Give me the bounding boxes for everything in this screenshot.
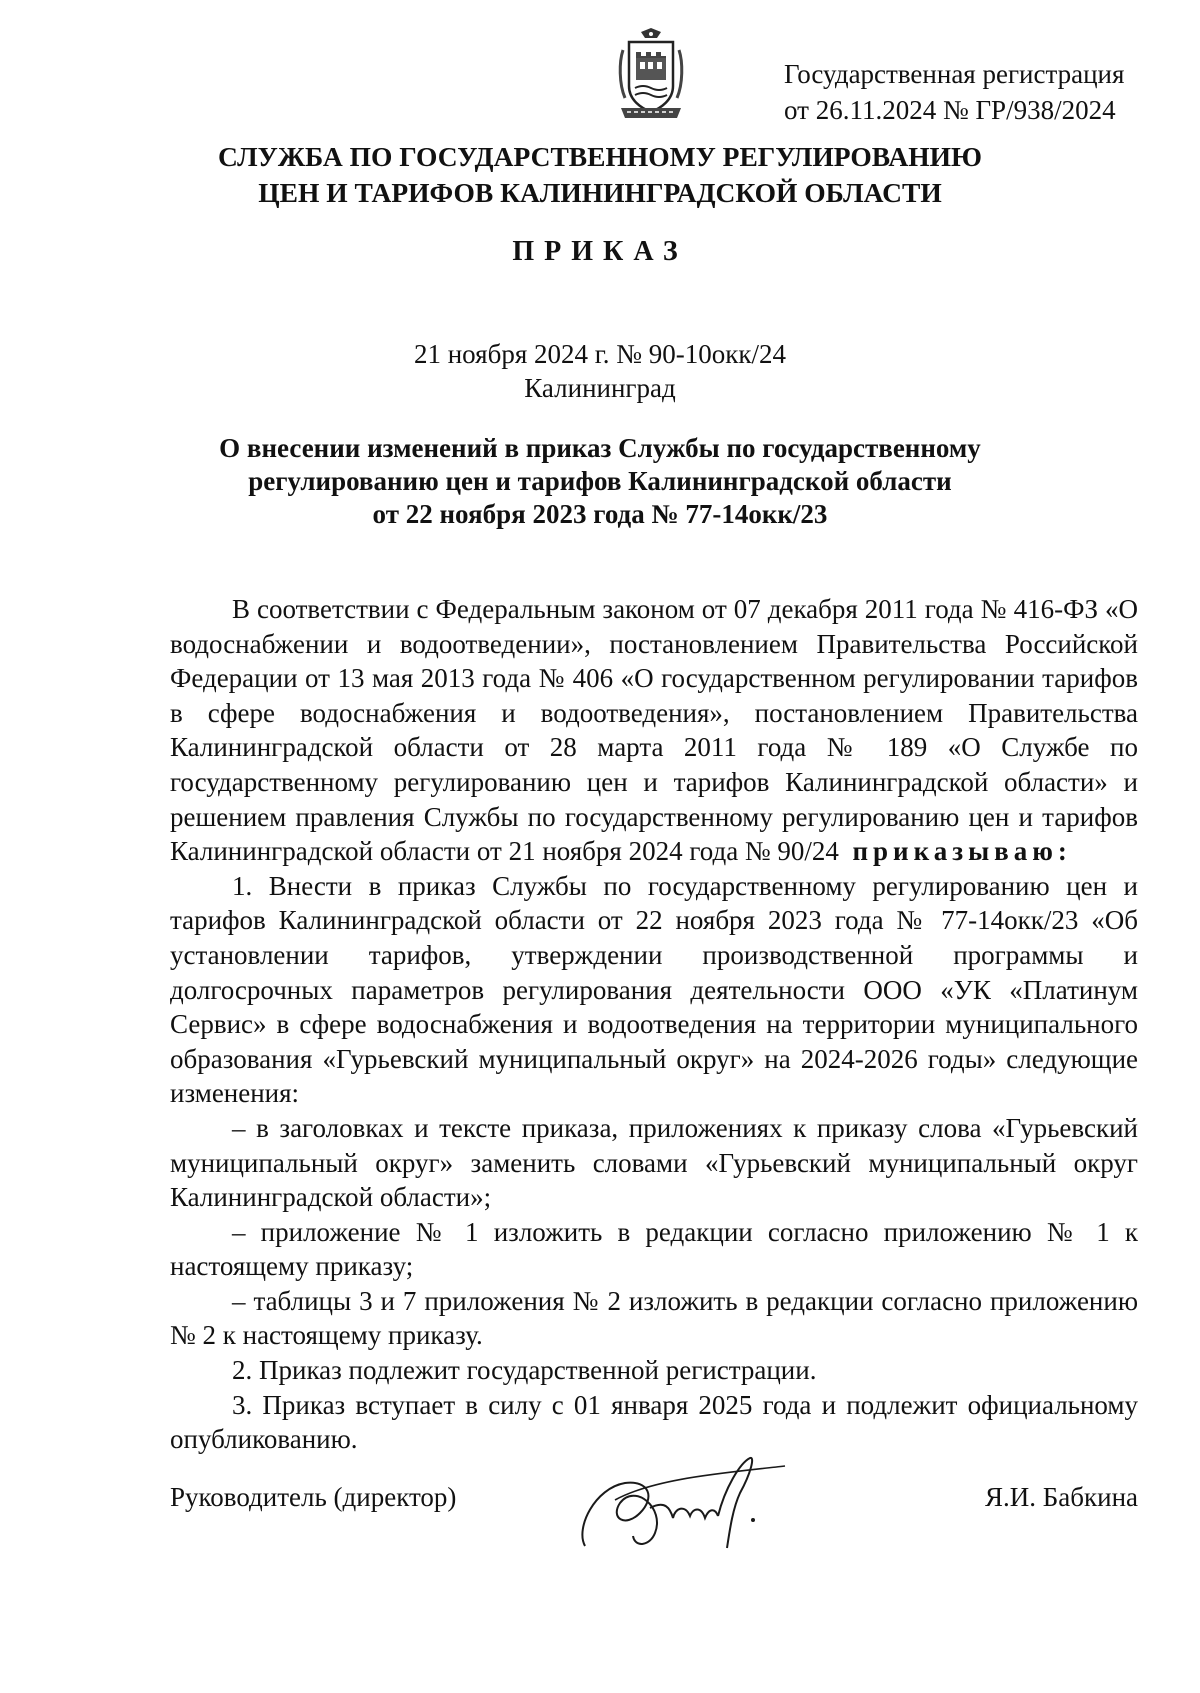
subject-line-2: регулированию цен и тарифов Калининградской области	[248, 466, 952, 496]
handwritten-signature-icon	[555, 1438, 795, 1558]
registration-line-1: Государственная регистрация	[784, 59, 1125, 89]
signatory-name: Я.И. Бабкина	[985, 1482, 1138, 1512]
document-body	[170, 592, 1138, 1457]
registration-stamp	[784, 56, 1124, 128]
authority-line-1: СЛУЖБА ПО ГОСУДАРСТВЕННОМУ РЕГУЛИРОВАНИЮ	[218, 141, 982, 172]
item-2-paragraph: 2. Приказ подлежит государственной регистрации.	[232, 1355, 817, 1386]
item-1-paragraph: 1. Внести в приказ Службы по государственному регулированию цен и тарифов Калининградской области от 22 ноября 2023 года № 77-14окк/23 «Об установлении тарифов, утверждении производственной программы и долгосрочных параметров регулирования деятельности ООО «УК «Платинум Сервис» в сфере водоснабжения и водоотведения на территории муниципального образования «Гурьевский муниципальный округ» на 2024-2026 годы» следующие изменения:	[170, 870, 1138, 1109]
signature-block	[170, 1438, 1138, 1558]
document-subject	[0, 432, 1200, 531]
subject-line-3: от 22 ноября 2023 года № 77-14окк/23	[372, 499, 828, 529]
item-3-paragraph: 3. Приказ вступает в силу с 01 января 2025 года и подлежит официальному опубликованию.	[170, 1389, 1138, 1455]
authority-line-2: ЦЕН И ТАРИФОВ КАЛИНИНГРАДСКОЙ ОБЛАСТИ	[258, 177, 942, 208]
place: Калининград	[524, 373, 676, 403]
document-type: ПРИКАЗ	[512, 236, 688, 267]
item-1-dash-1: – в заголовках и тексте приказа, приложениях к приказу слова «Гурьевский муниципальный округ» заменить словами «Гурьевский муниципальный округ Калининградской области»;	[170, 1112, 1138, 1213]
authority-title	[0, 139, 1200, 211]
item-1-dash-3: – таблицы 3 и 7 приложения № 2 изложить в редакции согласно приложению № 2 к настоящему приказу.	[170, 1285, 1138, 1351]
registration-line-2: от 26.11.2024 № ГР/938/2024	[784, 95, 1116, 125]
preamble-paragraph	[170, 592, 1138, 869]
date-number: 21 ноября 2024 г. № 90-10окк/24	[413, 339, 787, 369]
coat-of-arms-icon	[617, 28, 685, 122]
date-and-place	[300, 337, 900, 405]
preamble-text: В соответствии с Федеральным законом от 07 декабря 2011 года № 416-ФЗ «О водоснабжении и водоотведении», постановлением Правительства Российской Федерации от 13 мая 2013 года № 406 «О государственном регулировании тарифов в сфере водоснабжения и водоотведения», постановлением Правительства Калининградской области от 28 марта 2011 года № 189 «О Службе по государственному регулированию цен и тарифов Калининградской области» и решением правления Службы по государственному регулированию цен и тарифов Калининградской области от 21 ноября 2024 года № 90/24	[170, 594, 1138, 867]
order-word: приказываю:	[852, 836, 1072, 867]
signatory-position: Руководитель (директор)	[170, 1482, 457, 1512]
subject-line-1: О внесении изменений в приказ Службы по государственному	[219, 433, 981, 463]
item-1-dash-2: – приложение № 1 изложить в редакции согласно приложению № 1 к настоящему приказу;	[170, 1216, 1138, 1282]
